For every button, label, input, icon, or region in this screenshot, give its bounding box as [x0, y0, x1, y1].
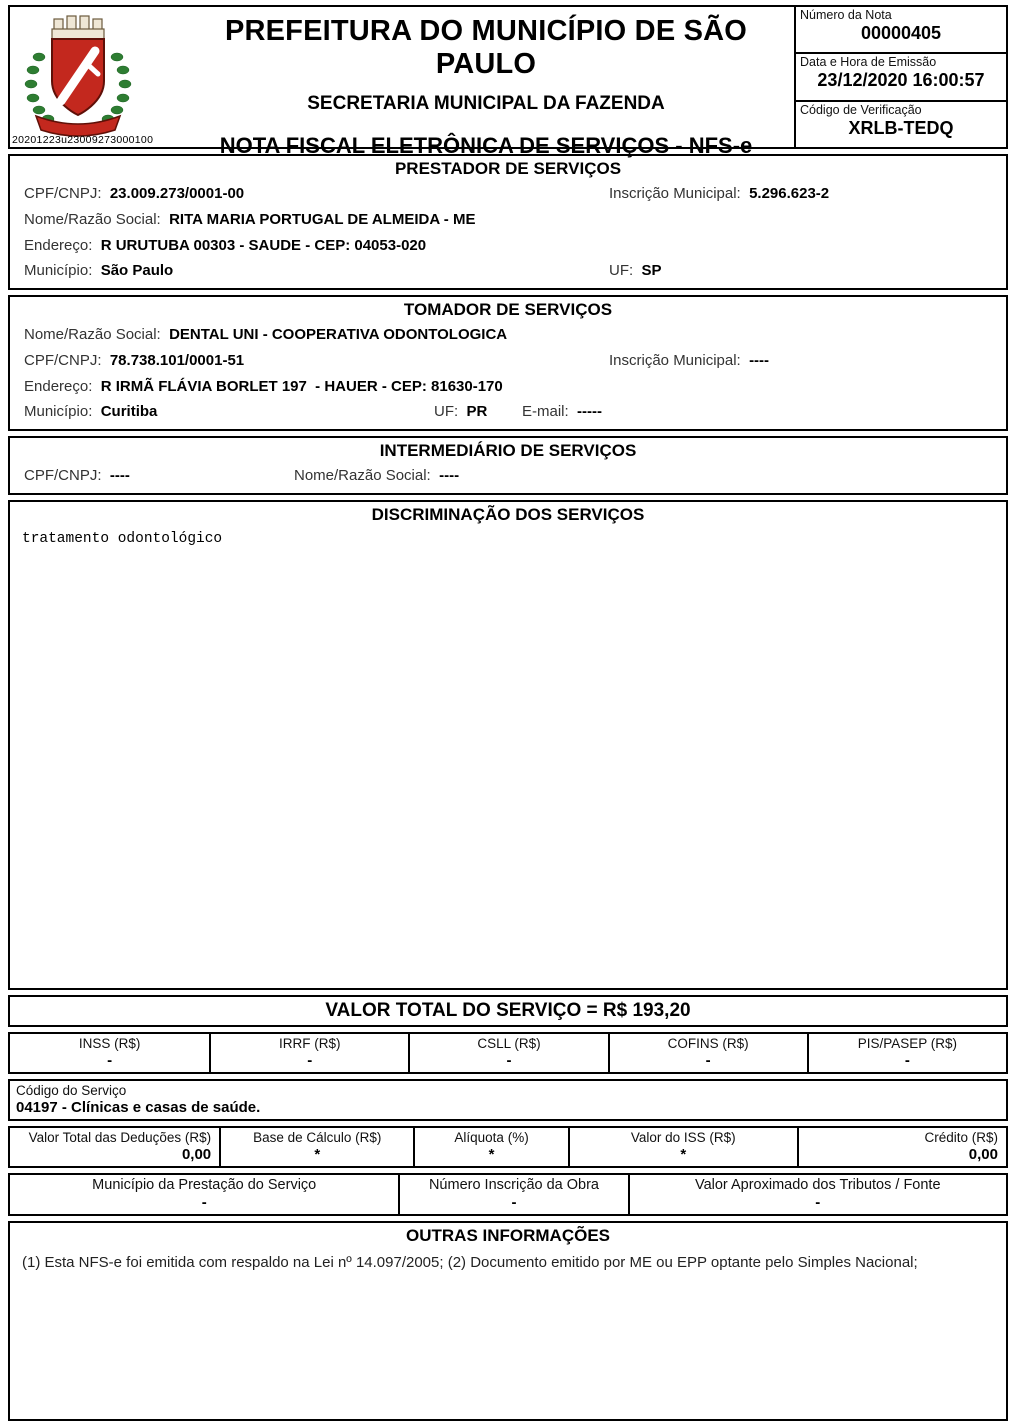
note-number-label: Número da Nota [800, 8, 892, 22]
cell-value: - [506, 1051, 512, 1069]
column-header: Valor Total das Deduções (R$) [28, 1129, 212, 1145]
tomador-municipio-field [24, 401, 434, 423]
section-title: PRESTADOR DE SERVIÇOS [394, 159, 622, 178]
page-title: PREFEITURA DO MUNICÍPIO DE SÃO PAULO [224, 15, 748, 80]
tomador-endereco-field [24, 376, 503, 398]
column-header: CSLL (R$) [477, 1035, 541, 1051]
document-code-text: 20201223u23009273000100 [12, 134, 154, 146]
section-title: INTERMEDIÁRIO DE SERVIÇOS [379, 441, 637, 460]
cell-value: - [107, 1051, 113, 1069]
field-value: ---- [109, 467, 130, 484]
tax-cell-csll [408, 1034, 607, 1072]
column-header: Crédito (R$) [924, 1129, 998, 1145]
header-titles [178, 7, 794, 158]
tomador-row-endereco [10, 374, 1006, 400]
field-value: SP [641, 262, 662, 280]
nfse-document [8, 5, 1008, 1421]
field-value: PR [466, 403, 488, 421]
column-header: PIS/PASEP (R$) [857, 1035, 957, 1051]
deductions-cell-credito [797, 1128, 1006, 1166]
municipality-cell-tributos [628, 1175, 1006, 1214]
prestador-endereco-field [24, 235, 426, 257]
column-header: Município da Prestação do Serviço [92, 1176, 317, 1193]
emission-datetime-cell [796, 54, 1006, 101]
service-description-text: tratamento odontológico [22, 530, 223, 547]
field-value: 23.009.273/0001-00 [109, 185, 245, 202]
cell-value: * [488, 1145, 495, 1163]
tomador-row-nome [10, 322, 1006, 348]
field-label: UF: [434, 403, 467, 421]
column-header: Número Inscrição da Obra [428, 1176, 599, 1193]
prestador-nome-field [24, 209, 475, 231]
field-value: RITA MARIA PORTUGAL DE ALMEIDA - ME [169, 210, 476, 228]
cell-value: * [680, 1145, 687, 1163]
field-label: Nome/Razão Social: [294, 467, 440, 484]
deductions-cell-base [219, 1128, 413, 1166]
deductions-cell-total [10, 1128, 219, 1166]
prestador-row-cpf [10, 181, 1006, 207]
section-title: DISCRIMINAÇÃO DOS SERVIÇOS [371, 504, 645, 524]
field-value: DENTAL UNI - COOPERATIVA ODONTOLOGICA [169, 326, 508, 343]
tax-cell-irrf [209, 1034, 408, 1072]
service-code-value: 04197 - Clínicas e casas de saúde. [16, 1098, 261, 1116]
column-header: Base de Cálculo (R$) [253, 1129, 382, 1145]
field-label: Endereço: [24, 377, 101, 395]
section-prestador [8, 154, 1008, 290]
section-discriminacao [8, 500, 1008, 990]
field-label: E-mail: [522, 403, 578, 421]
emission-datetime-value: 23/12/2020 16:00:57 [817, 70, 985, 91]
column-header: Valor Aproximado dos Tributos / Fonte [694, 1176, 941, 1193]
intermediario-cpf-field [24, 465, 294, 487]
section-title: TOMADOR DE SERVIÇOS [403, 300, 613, 319]
verification-code-value: XRLB-TEDQ [848, 117, 954, 138]
page-subtitle: SECRETARIA MUNICIPAL DA FAZENDA [307, 93, 665, 114]
field-value: São Paulo [100, 262, 174, 280]
emission-datetime-label: Data e Hora de Emissão [800, 55, 937, 70]
prestador-row-municipio [10, 258, 1006, 284]
header [8, 5, 1008, 158]
municipality-cell-obra [398, 1175, 627, 1214]
section-tomador [8, 295, 1008, 431]
tomador-inscricao-field [609, 350, 769, 372]
verification-code-label: Código de Verificação [800, 102, 922, 117]
tomador-nome-field [24, 324, 507, 346]
field-value: 5.296.623-2 [749, 185, 830, 202]
tomador-cpf-field [24, 350, 609, 372]
field-value: 78.738.101/0001-51 [109, 351, 245, 369]
tomador-row-cpf [10, 348, 1006, 374]
field-value: R URUTUBA 00303 - SAUDE - CEP: 04053-020 [100, 236, 427, 254]
service-code-label: Código do Serviço [16, 1082, 127, 1098]
field-label: CPF/CNPJ: [24, 351, 110, 369]
tomador-uf-field [434, 401, 522, 423]
field-value: Curitiba [100, 403, 158, 421]
municipality-cell-prestacao [10, 1175, 398, 1214]
deductions-cell-aliquota [413, 1128, 567, 1166]
tax-cell-cofins [608, 1034, 807, 1072]
document-title: NOTA FISCAL ELETRÔNICA DE SERVIÇOS - NFS-e [219, 133, 753, 158]
cell-value: - [904, 1051, 910, 1069]
column-header: INSS (R$) [78, 1035, 141, 1051]
prestador-row-endereco [10, 233, 1006, 259]
cell-value: - [201, 1193, 207, 1211]
tomador-row-municipio [10, 399, 1006, 425]
prestador-cpf-field [24, 183, 609, 205]
field-label: CPF/CNPJ: [24, 467, 110, 484]
field-label: UF: [609, 262, 642, 280]
intermediario-row [10, 463, 1006, 489]
field-label: Inscrição Municipal: [609, 351, 750, 369]
column-header: COFINS (R$) [667, 1035, 749, 1051]
cell-value: * [314, 1145, 321, 1163]
header-logo-area [10, 7, 178, 147]
tax-table [8, 1032, 1008, 1074]
field-value: ---- [749, 351, 770, 369]
field-label: Nome/Razão Social: [24, 326, 170, 343]
cell-value: - [815, 1193, 821, 1211]
service-code-box [8, 1079, 1008, 1121]
total-value-text: VALOR TOTAL DO SERVIÇO = R$ 193,20 [325, 999, 691, 1021]
tax-cell-pis [807, 1034, 1006, 1072]
cell-value: - [511, 1193, 517, 1211]
section-outras-informacoes [8, 1221, 1008, 1421]
section-valor-total [8, 995, 1008, 1027]
verification-code-cell [796, 102, 1006, 147]
column-header: Valor do ISS (R$) [630, 1129, 736, 1145]
tax-cell-inss [10, 1034, 209, 1072]
field-label: Nome/Razão Social: [24, 210, 170, 228]
municipality-table [8, 1173, 1008, 1216]
tomador-email-field [522, 401, 602, 423]
other-info-text: (1) Esta NFS-e foi emitida com respaldo na Lei nº 14.097/2005; (2) Documento emitido por ME ou EPP optante pelo Simples Nacional; [22, 1253, 918, 1271]
field-value: ----- [577, 403, 602, 421]
field-value: R IRMÃ FLÁVIA BORLET 197 - HAUER - CEP: 81630-170 [100, 377, 503, 395]
deductions-cell-iss [568, 1128, 797, 1166]
prestador-municipio-field [24, 260, 609, 282]
prestador-uf-field [609, 260, 662, 282]
field-value: ---- [439, 467, 460, 484]
field-label: CPF/CNPJ: [24, 185, 110, 202]
cell-value: - [705, 1051, 711, 1069]
field-label: Município: [24, 403, 101, 421]
prestador-row-nome [10, 207, 1006, 233]
field-label: Endereço: [24, 236, 101, 254]
field-label: Inscrição Municipal: [609, 185, 750, 202]
cell-value: - [307, 1051, 313, 1069]
deductions-table [8, 1126, 1008, 1168]
intermediario-nome-field [294, 465, 459, 487]
note-meta-panel [794, 7, 1006, 147]
column-header: Alíquota (%) [454, 1129, 529, 1145]
prestador-inscricao-field [609, 183, 829, 205]
sao-paulo-coat-of-arms-icon [18, 11, 138, 137]
note-number-value: 00000405 [860, 23, 942, 43]
field-label: Município: [24, 262, 101, 280]
cell-value: 0,00 [181, 1145, 212, 1163]
note-number-cell [796, 7, 1006, 54]
section-title: OUTRAS INFORMAÇÕES [406, 1225, 610, 1245]
section-intermediario [8, 436, 1008, 495]
cell-value: 0,00 [968, 1145, 998, 1163]
column-header: IRRF (R$) [279, 1035, 341, 1051]
